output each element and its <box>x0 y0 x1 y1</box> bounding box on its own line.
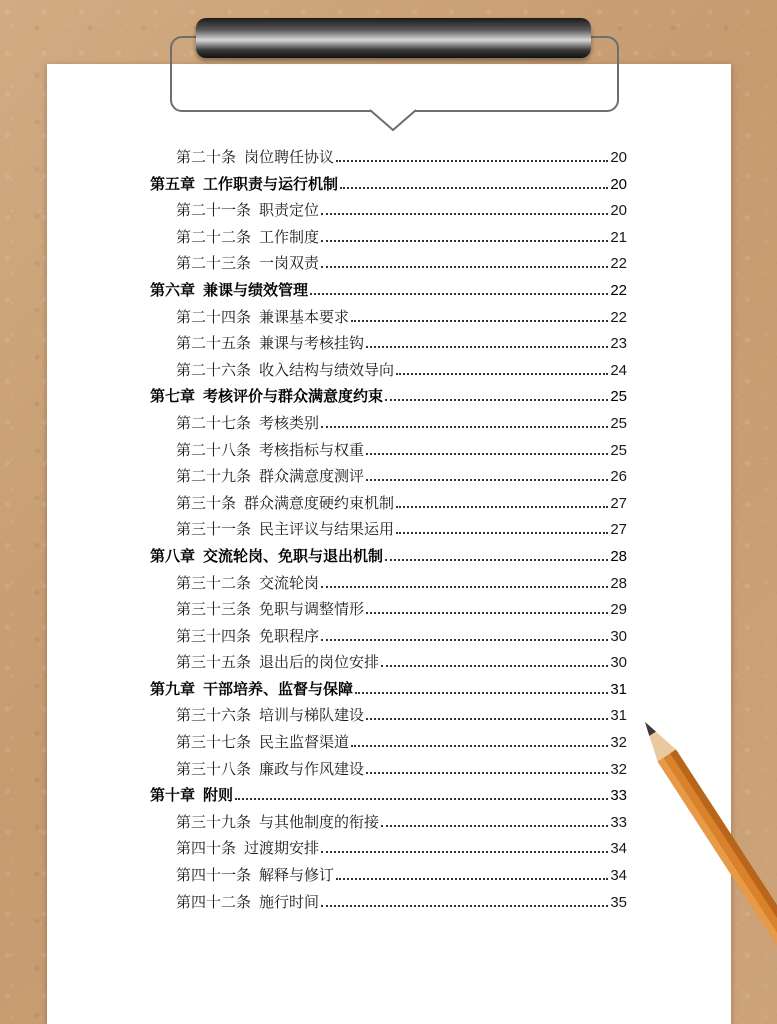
toc-entry-title: 兼课与考核挂钩 <box>259 334 365 353</box>
toc-dot-leader <box>321 425 608 428</box>
toc-entry-number: 第三十条 <box>176 493 237 512</box>
toc-entry-title: 群众满意度测评 <box>259 467 365 486</box>
toc-entry-title: 考核评价与群众满意度约束 <box>203 387 384 406</box>
toc-entry-title: 一岗双责 <box>259 254 320 273</box>
toc-entry-number: 第七章 <box>150 387 196 406</box>
toc-entry-number: 第三十六条 <box>176 706 252 725</box>
toc-article-row[interactable] <box>150 651 627 678</box>
toc-dot-leader <box>355 691 608 694</box>
toc-entry-number: 第二十七条 <box>176 413 252 432</box>
toc-page-number: 25 <box>610 414 627 432</box>
toc-page-number: 26 <box>610 468 627 486</box>
toc-dot-leader <box>396 531 608 534</box>
toc-chapter-row[interactable] <box>150 678 627 705</box>
toc-dot-leader <box>321 585 608 588</box>
toc-dot-leader <box>321 638 608 641</box>
clipboard-clip-bar <box>196 18 591 58</box>
toc-entry-number: 第三十九条 <box>176 812 252 831</box>
toc-page-number: 22 <box>610 281 627 299</box>
toc-article-row[interactable] <box>150 572 627 599</box>
toc-entry-number: 第三十四条 <box>176 626 252 645</box>
toc-article-row[interactable] <box>150 199 627 226</box>
toc-page-number: 27 <box>610 494 627 512</box>
toc-page-number: 29 <box>610 601 627 619</box>
toc-dot-leader <box>366 771 608 774</box>
toc-dot-leader <box>366 345 608 348</box>
toc-page-number: 30 <box>610 627 627 645</box>
toc-article-row[interactable] <box>150 226 627 253</box>
toc-chapter-row[interactable] <box>150 545 627 572</box>
toc-dot-leader <box>366 611 608 614</box>
toc-dot-leader <box>340 186 608 189</box>
toc-entry-number: 第二十六条 <box>176 360 252 379</box>
toc-page-number: 21 <box>610 228 627 246</box>
toc-article-row[interactable] <box>150 891 627 918</box>
toc-entry-title: 民主评议与结果运用 <box>259 520 395 539</box>
toc-page-number: 25 <box>610 441 627 459</box>
toc-entry-title: 过渡期安排 <box>244 839 320 858</box>
toc-article-row[interactable] <box>150 492 627 519</box>
toc-page-number: 23 <box>610 335 627 353</box>
toc-entry-title: 兼课基本要求 <box>259 307 350 326</box>
toc-entry-title: 兼课与绩效管理 <box>203 280 309 299</box>
toc-page-number: 34 <box>610 867 627 885</box>
toc-page-number: 32 <box>610 734 627 752</box>
toc-entry-number: 第四十条 <box>176 839 237 858</box>
toc-page-number: 20 <box>610 202 627 220</box>
toc-entry-title: 培训与梯队建设 <box>259 706 365 725</box>
toc-article-row[interactable] <box>150 518 627 545</box>
toc-entry-title: 岗位聘任协议 <box>244 148 335 166</box>
toc-dot-leader <box>351 319 608 322</box>
toc-chapter-row[interactable] <box>150 385 627 412</box>
toc-dot-leader <box>381 824 608 827</box>
toc-article-row[interactable] <box>150 146 627 173</box>
toc-article-row[interactable] <box>150 252 627 279</box>
toc-entry-number: 第三十八条 <box>176 759 252 778</box>
toc-chapter-row[interactable] <box>150 784 627 811</box>
toc-entry-number: 第二十条 <box>176 148 237 166</box>
toc-article-row[interactable] <box>150 359 627 386</box>
toc-entry-number: 第三十三条 <box>176 600 252 619</box>
toc-entry-title: 解释与修订 <box>259 866 335 885</box>
toc-entry-title: 考核类别 <box>259 413 320 432</box>
toc-page-number: 25 <box>610 388 627 406</box>
toc-entry-number: 第六章 <box>150 280 196 299</box>
toc-entry-title: 工作职责与运行机制 <box>203 174 339 193</box>
toc-article-row[interactable] <box>150 332 627 359</box>
toc-entry-title: 职责定位 <box>259 201 320 220</box>
toc-entry-number: 第三十二条 <box>176 573 252 592</box>
toc-entry-number: 第二十一条 <box>176 201 252 220</box>
toc-page-number: 33 <box>610 813 627 831</box>
toc-article-row[interactable] <box>150 306 627 333</box>
toc-entry-number: 第二十八条 <box>176 440 252 459</box>
toc-article-row[interactable] <box>150 864 627 891</box>
toc-dot-leader <box>336 877 608 880</box>
toc-entry-title: 施行时间 <box>259 892 320 911</box>
toc-entry-number: 第二十四条 <box>176 307 252 326</box>
toc-entry-title: 免职与调整情形 <box>259 600 365 619</box>
toc-dot-leader <box>385 558 608 561</box>
toc-article-row[interactable] <box>150 758 627 785</box>
toc-page-number: 33 <box>610 787 627 805</box>
clip-notch-icon <box>370 108 416 132</box>
toc-entry-number: 第五章 <box>150 174 196 193</box>
toc-entry-number: 第四十二条 <box>176 892 252 911</box>
toc-entry-number: 第三十一条 <box>176 520 252 539</box>
toc-dot-leader <box>366 717 608 720</box>
toc-page-number: 35 <box>610 893 627 911</box>
toc-chapter-row[interactable] <box>150 173 627 200</box>
toc-entry-number: 第二十五条 <box>176 334 252 353</box>
toc-page-number: 32 <box>610 760 627 778</box>
toc-entry-number: 第十章 <box>150 786 196 805</box>
toc-chapter-row[interactable] <box>150 279 627 306</box>
toc-article-row[interactable] <box>150 704 627 731</box>
toc-dot-leader <box>351 744 608 747</box>
toc-entry-title: 民主监督渠道 <box>259 733 350 752</box>
toc-entry-number: 第三十五条 <box>176 653 252 672</box>
toc-page-number: 31 <box>610 707 627 725</box>
toc-entry-title: 附则 <box>203 786 234 805</box>
toc-entry-title: 退出后的岗位安排 <box>259 653 380 672</box>
toc-entry-number: 第三十七条 <box>176 733 252 752</box>
toc-dot-leader <box>310 292 608 295</box>
toc-entry-number: 第九章 <box>150 679 196 698</box>
toc-article-row[interactable] <box>150 625 627 652</box>
toc-dot-leader <box>381 664 608 667</box>
toc-article-row[interactable] <box>150 598 627 625</box>
toc-entry-title: 廉政与作风建设 <box>259 759 365 778</box>
toc-dot-leader <box>396 505 608 508</box>
toc-entry-title: 免职程序 <box>259 626 320 645</box>
toc-article-row[interactable] <box>150 412 627 439</box>
toc-dot-leader <box>321 212 608 215</box>
toc-dot-leader <box>366 478 608 481</box>
toc-entry-title: 考核指标与权重 <box>259 440 365 459</box>
toc-entry-title: 工作制度 <box>259 227 320 246</box>
toc-entry-title: 群众满意度硬约束机制 <box>244 493 395 512</box>
toc-page-number: 28 <box>610 547 627 565</box>
toc-dot-leader <box>235 797 608 800</box>
toc-page-number: 31 <box>610 680 627 698</box>
toc-entry-title: 交流轮岗、免职与退出机制 <box>203 546 384 565</box>
toc-entry-title: 干部培养、监督与保障 <box>203 679 354 698</box>
toc-dot-leader <box>385 398 608 401</box>
toc-page-number: 28 <box>610 574 627 592</box>
toc-dot-leader <box>366 452 608 455</box>
toc-entry-number: 第二十九条 <box>176 467 252 486</box>
toc-entry-title: 与其他制度的衔接 <box>259 812 380 831</box>
toc-entry-number: 第八章 <box>150 546 196 565</box>
toc-article-row[interactable] <box>150 731 627 758</box>
toc-page-number: 22 <box>610 308 627 326</box>
toc-entry-number: 第二十三条 <box>176 254 252 273</box>
toc-article-row[interactable] <box>150 811 627 838</box>
toc-dot-leader <box>321 265 608 268</box>
toc-dot-leader <box>321 850 608 853</box>
toc-page-number: 34 <box>610 840 627 858</box>
toc-entry-title: 收入结构与绩效导向 <box>259 360 395 379</box>
toc-dot-leader <box>321 239 608 242</box>
toc-page-number: 30 <box>610 654 627 672</box>
toc-page-number: 20 <box>610 149 627 166</box>
toc-page-number: 27 <box>610 521 627 539</box>
toc-entry-number: 第四十一条 <box>176 866 252 885</box>
toc-page-number: 24 <box>610 361 627 379</box>
toc-article-row[interactable] <box>150 465 627 492</box>
toc-entry-number: 第二十二条 <box>176 227 252 246</box>
toc-page-number: 22 <box>610 255 627 273</box>
table-of-contents <box>150 146 627 917</box>
toc-dot-leader <box>396 372 608 375</box>
toc-dot-leader <box>321 904 608 907</box>
toc-page-number: 20 <box>610 175 627 193</box>
toc-entry-title: 交流轮岗 <box>259 573 320 592</box>
toc-dot-leader <box>336 159 608 162</box>
toc-article-row[interactable] <box>150 439 627 466</box>
toc-article-row[interactable] <box>150 837 627 864</box>
